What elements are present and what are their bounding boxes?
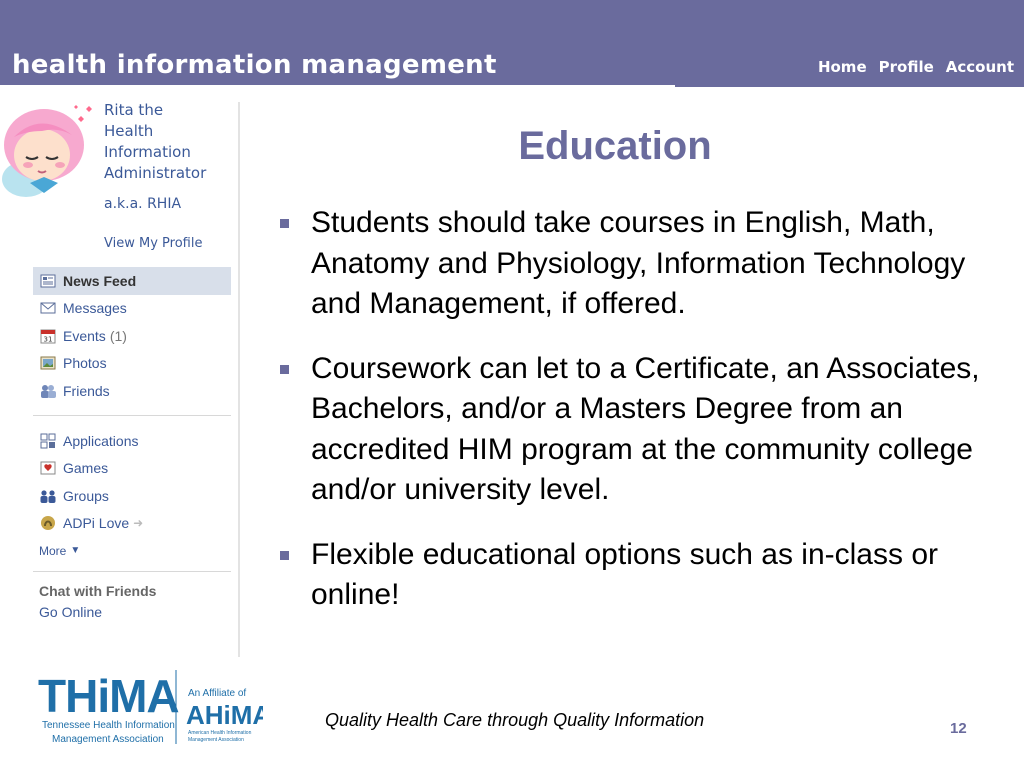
app-title: health information management bbox=[12, 50, 497, 80]
groups-icon bbox=[39, 487, 57, 505]
profile-name bbox=[104, 100, 234, 184]
svg-text:31: 31 bbox=[43, 335, 53, 344]
svg-text:AHiMA: AHiMA bbox=[186, 700, 263, 730]
sidebar-item-label: Applications bbox=[63, 432, 139, 449]
sidebar-menu-primary bbox=[33, 267, 231, 405]
svg-text:American Health Information: American Health Information bbox=[188, 730, 252, 736]
profile-name-line: Administrator bbox=[104, 164, 207, 182]
nav-account[interactable]: Account bbox=[945, 58, 1014, 76]
sidebar-item-label: ADPi Love bbox=[63, 515, 130, 532]
sidebar-item-label: Photos bbox=[63, 355, 107, 372]
sidebar-divider-line bbox=[33, 571, 231, 572]
profile-aka: a.k.a. RHIA bbox=[104, 196, 182, 212]
footer-tagline: Quality Health Care through Quality Information bbox=[325, 710, 705, 730]
sidebar-more-link[interactable] bbox=[33, 537, 231, 565]
sidebar-item-label: Friends bbox=[63, 382, 110, 399]
header-bar bbox=[0, 0, 1024, 87]
sidebar-item-label: More bbox=[39, 543, 67, 558]
sidebar-item-label: Events bbox=[63, 327, 106, 344]
applications-icon bbox=[39, 432, 57, 450]
chat-title: Chat with Friends bbox=[39, 583, 157, 599]
slide-title: Education bbox=[518, 124, 712, 168]
thima-logo bbox=[38, 668, 263, 752]
sidebar-divider-line bbox=[33, 415, 231, 416]
profile-name-line: Rita the bbox=[104, 101, 164, 119]
photos-icon bbox=[39, 354, 57, 372]
page-number: 12 bbox=[950, 720, 967, 737]
thima-logo-icon bbox=[38, 668, 263, 752]
profile-name-line: Health bbox=[104, 122, 154, 140]
bullet-text: Coursework can let to a Certificate, an Associates, Bachelors, and/or a Masters Degree from an accredited HIM program at the community college and/or university level. bbox=[311, 351, 980, 506]
sidebar-item-groups[interactable] bbox=[33, 482, 231, 510]
nav-profile[interactable]: Profile bbox=[878, 58, 934, 76]
sidebar-item-label: Groups bbox=[63, 487, 109, 504]
sidebar-item-applications[interactable] bbox=[33, 427, 231, 455]
sidebar-item-label: News Feed bbox=[63, 272, 137, 289]
bullet-text: Students should take courses in English, Math, Anatomy and Physiology, Information Technology and Management, if offered. bbox=[311, 206, 966, 320]
sidebar-item-games[interactable] bbox=[33, 455, 231, 483]
sidebar-item-events[interactable] bbox=[33, 322, 231, 350]
header-underline bbox=[0, 85, 675, 87]
sidebar-item-label: Games bbox=[63, 460, 109, 477]
calendar-icon bbox=[39, 327, 57, 345]
svg-text:Management Association: Management Association bbox=[188, 737, 244, 743]
arrow-right-icon: ➜ bbox=[133, 516, 144, 531]
top-nav bbox=[818, 58, 1014, 76]
svg-text:An Affiliate of: An Affiliate of bbox=[188, 688, 247, 699]
bullet-item bbox=[276, 535, 986, 616]
avatar-illustration-icon bbox=[0, 101, 94, 197]
sidebar-menu-secondary bbox=[33, 427, 231, 565]
avatar bbox=[0, 101, 94, 197]
sidebar-item-adpi-love[interactable] bbox=[33, 510, 231, 538]
nav-home[interactable]: Home bbox=[817, 58, 867, 76]
profile-name-line: Information bbox=[104, 143, 191, 161]
bullet-square-icon bbox=[280, 551, 289, 560]
bullet-text: Flexible educational options such as in-class or online! bbox=[311, 537, 938, 611]
sidebar-divider bbox=[238, 102, 240, 657]
svg-text:Management Association: Management Association bbox=[52, 734, 164, 745]
bullet-item bbox=[276, 203, 986, 325]
friends-icon bbox=[39, 382, 57, 400]
events-count-badge: (1) bbox=[109, 327, 127, 344]
bullet-list bbox=[276, 203, 986, 640]
sidebar-item-label: Messages bbox=[63, 300, 127, 317]
bullet-item bbox=[276, 349, 986, 511]
bullet-square-icon bbox=[280, 219, 289, 228]
messages-icon bbox=[39, 299, 57, 317]
adpi-icon bbox=[39, 514, 57, 532]
sidebar-item-news-feed[interactable] bbox=[33, 267, 231, 295]
go-online-link[interactable]: Go Online bbox=[39, 604, 103, 620]
svg-text:Tennessee Health Information: Tennessee Health Information bbox=[42, 720, 175, 731]
sidebar-item-photos[interactable] bbox=[33, 350, 231, 378]
chevron-down-icon: ▼ bbox=[70, 545, 81, 557]
news-feed-icon bbox=[39, 272, 57, 290]
svg-text:THiMA: THiMA bbox=[38, 670, 179, 722]
bullet-square-icon bbox=[280, 365, 289, 374]
sidebar-item-messages[interactable] bbox=[33, 295, 231, 323]
view-profile-link[interactable]: View My Profile bbox=[104, 236, 203, 251]
sidebar-item-friends[interactable] bbox=[33, 377, 231, 405]
games-icon bbox=[39, 459, 57, 477]
